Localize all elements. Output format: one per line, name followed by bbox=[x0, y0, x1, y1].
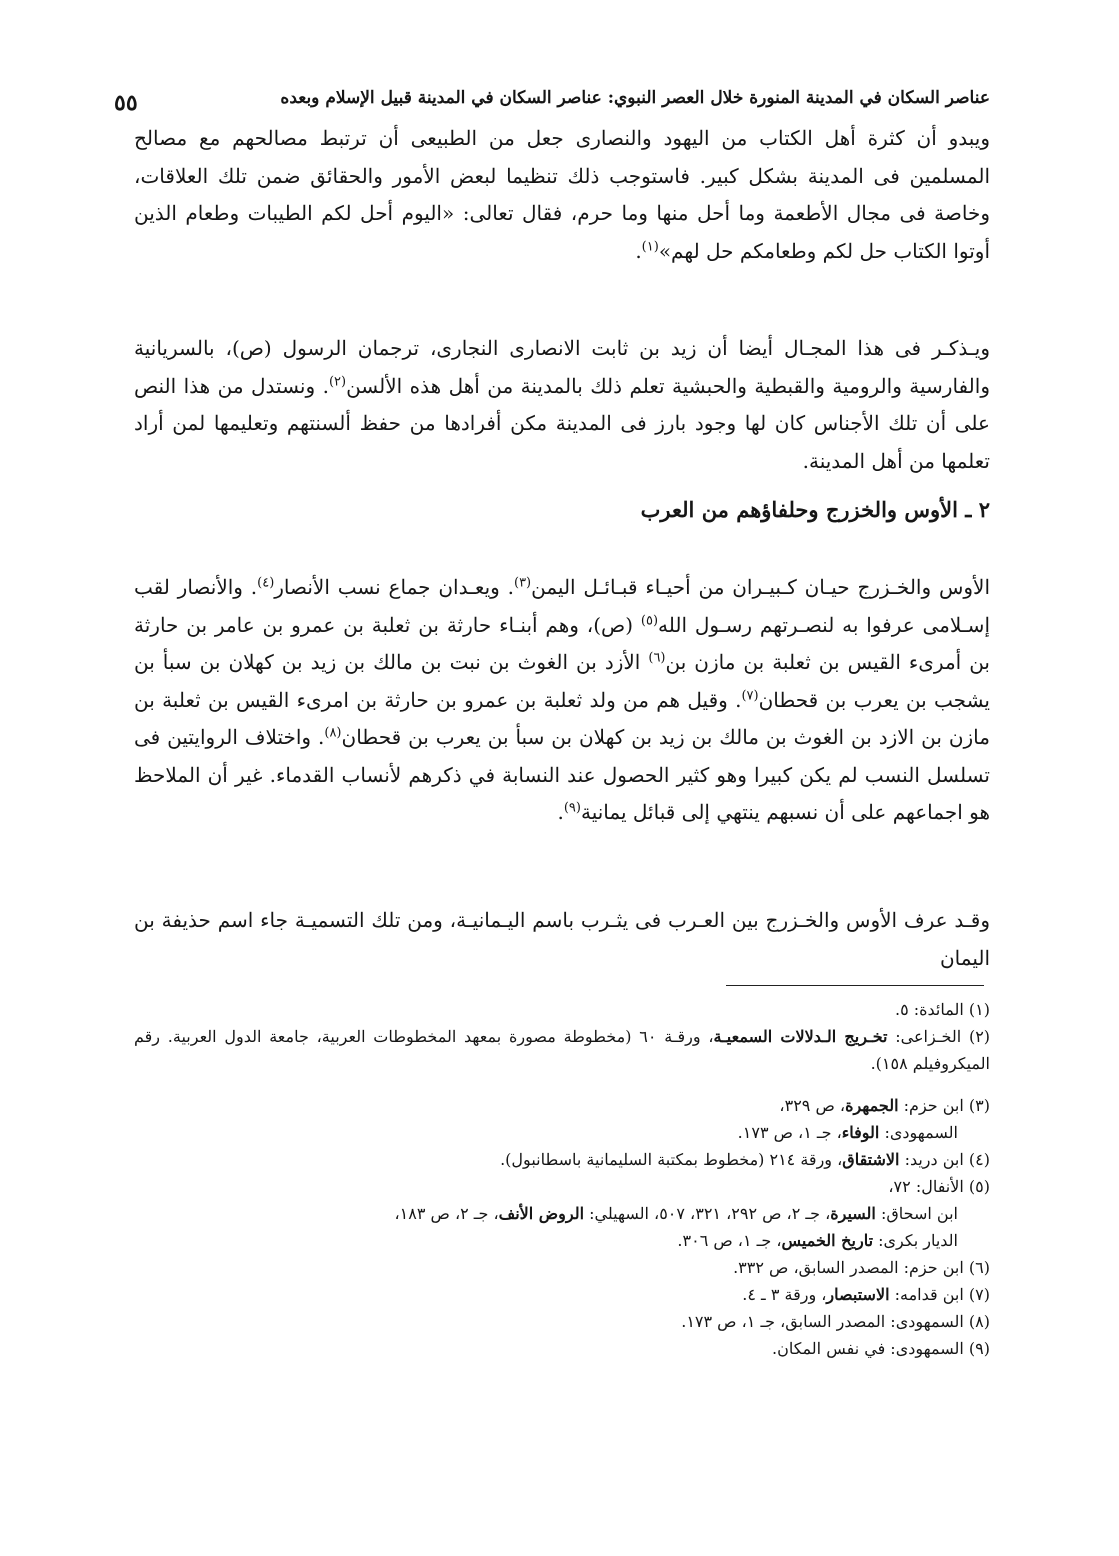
footnote-5c-title: تاريخ الخميس bbox=[781, 1231, 874, 1250]
footnote-2-rest: ، ورقـة ٦٠ (مخطوطة مصورة بمعهد المخطوطات العربية، جامعة الدول العربية. رقم الميكروفيلم ١٥٨). bbox=[134, 1027, 990, 1073]
footnote-2-prefix: (٢) الخـزاعى: bbox=[895, 1027, 991, 1046]
footnote-5b-rest: ، جـ ٢، ص ١٨٣، bbox=[394, 1204, 499, 1223]
footnote-ref-5: (٥) bbox=[640, 612, 659, 628]
footnote-3-rest: ، ص ٣٢٩، bbox=[779, 1096, 846, 1115]
footnote-5c-prefix: الديار بكرى: bbox=[878, 1231, 958, 1250]
paragraph-3-text-c: . والأنصار لقب إسـلامى عرفوا به لنصـرتهم رسـول الله bbox=[134, 575, 990, 637]
footnote-1: (١) المائدة: ٥. bbox=[894, 1000, 990, 1019]
footnote-4 bbox=[500, 1146, 990, 1173]
footnote-3-prefix: (٣) ابن حزم: bbox=[903, 1096, 990, 1115]
footnote-2-title: تخـريج الـدلالات السمعيـة bbox=[713, 1027, 888, 1046]
paragraph-3-text-a: الأوس والخـزرج حيـان كـبيـران من أحيـاء قبـائـل اليمن bbox=[531, 575, 990, 599]
footnote-4-rest: ، ورقة ٢١٤ (مخطوط بمكتبة السليمانية باسطانبول). bbox=[500, 1150, 843, 1169]
paragraph-2-text-b: . ونستدل من هذا النص على أن تلك الأجناس كان لها وجود بارز فى المدينة مكن أفرادها من حفظ ألسنتهم وتعليمها لمن أراد تعلمها من أهل المدينة. bbox=[134, 373, 990, 473]
paragraph-3 bbox=[134, 569, 990, 832]
footnote-ref-3: (٣) bbox=[513, 575, 532, 591]
footnote-5b-prefix: ابن اسحاق: bbox=[880, 1204, 958, 1223]
footnote-3-continuation bbox=[738, 1119, 958, 1146]
footnote-7-prefix: (٧) ابن قدامه: bbox=[894, 1285, 990, 1304]
footnote-5-continuation-2 bbox=[677, 1227, 958, 1254]
footnote-5b-title-2: الروض الأنف bbox=[498, 1204, 585, 1223]
footnote-ref-4: (٤) bbox=[257, 575, 275, 591]
footnote-ref-9: (٩) bbox=[563, 800, 581, 816]
footnote-9: (٩) السمهودى: في نفس المكان. bbox=[772, 1339, 990, 1358]
paragraph-3-text-f: . وقيل هم من ولد ثعلبة بن عمرو بن حارثة بن امرىء القيس بن ثعلبة بن مازن بن الازد بن الغوث بن مالك بن زيد بن كهلان بن سبأ بن يعرب بن قحطان bbox=[134, 687, 990, 749]
footnote-3b-prefix: السمهودى: bbox=[884, 1123, 958, 1142]
running-head: عناصر السكان في المدينة المنورة خلال العصر النبوي: عناصر السكان في المدينة قبيل الإسلام وبعده bbox=[280, 88, 990, 108]
footnote-2 bbox=[134, 1023, 990, 1077]
paragraph-2-text-a: ويـذكـر فى هذا المجـال أيضا أن زيد بن ثابت الانصارى النجارى، ترجمان الرسول (ص)، بالسريانية والفارسية والرومية والقبطية والحبشية تعلم ذلك بالمدينة من أهل هذه الألسن bbox=[134, 336, 990, 398]
footnote-5: (٥) الأنفال: ٧٢، bbox=[888, 1177, 990, 1196]
footnote-5c-rest: ، جـ ١، ص ٣٠٦. bbox=[677, 1231, 782, 1250]
footnote-3 bbox=[779, 1092, 990, 1119]
paragraph-3-text-d: (ص)، وهم أبنـاء حارثة بن ثعلبة بن عمرو بن عامر بن حارثة بن أمرىء القيس بن ثعلبة بن مازن بن bbox=[134, 612, 991, 674]
footnote-ref-7: (٧) bbox=[741, 687, 759, 703]
paragraph-1-text: ويبدو أن كثرة أهل الكتاب من اليهود والنصارى جعل من الطبيعى أن ترتبط مصالحهم مع مصالح المسلمين فى المدينة بشكل كبير. فاستوجب ذلك تنظيما لبعض الأمور والحقائق ضمن تلك العلاقات، وخاصة فى مجال الأطعمة وما أحل منها وما حرم، فقال تعالى: «اليوم أحل لكم الطيبات وطعام الذين أوتوا الكتاب حل لكم وطعامكم حل لهم» bbox=[134, 126, 990, 263]
paragraph-3-text-b: . ويعـدان جماع نسب الأنصار bbox=[274, 575, 514, 599]
footnote-4-title: الاشتقاق bbox=[842, 1150, 900, 1169]
footnote-4-prefix: (٤) ابن دريد: bbox=[904, 1150, 990, 1169]
footnote-6: (٦) ابن حزم: المصدر السابق، ص ٣٣٢. bbox=[733, 1258, 990, 1277]
footnote-separator bbox=[726, 985, 984, 986]
footnote-3b-title: الوفاء bbox=[841, 1123, 880, 1142]
paragraph-3-text-e: الأزد بن الغوث بن نبت بن مالك بن زيد بن كهلان بن سبأ بن يشجب بن يعرب بن قحطان bbox=[134, 650, 990, 712]
paragraph-1-end: . bbox=[635, 238, 642, 263]
footnote-3-title: الجمهرة bbox=[845, 1096, 899, 1115]
footnote-8: (٨) السمهودى: المصدر السابق، جـ ١، ص ١٧٣. bbox=[681, 1312, 990, 1331]
footnote-ref-8: (٨) bbox=[324, 725, 342, 741]
paragraph-4 bbox=[134, 902, 990, 977]
footnote-ref-1: (١) bbox=[641, 238, 659, 254]
page-number: ٥٥ bbox=[114, 90, 138, 116]
footnote-5b-mid: ، جـ ٢، ص ٢٩٢، ٣٢١، ٥٠٧، السهيلي: bbox=[589, 1204, 831, 1223]
footnote-5b-title: السيرة bbox=[830, 1204, 876, 1223]
paragraph-3-end: . bbox=[557, 800, 564, 824]
footnote-7 bbox=[742, 1281, 990, 1308]
paragraph-1 bbox=[134, 120, 990, 270]
footnote-ref-2: (٢) bbox=[328, 373, 347, 389]
footnote-ref-6: (٦) bbox=[648, 650, 666, 666]
footnote-3b-rest: ، جـ ١، ص ١٧٣. bbox=[737, 1123, 842, 1142]
paragraph-3-text-g: . واختلاف الروايتين فى تسلسل النسب لم يكن كبيرا وهو كثير الحصول عند النسابة في ذكرهم لأنساب القدماء. غير أن الملاحظ هو اجماعهم على أن نسبهم ينتهي إلى قبائل يمانية bbox=[134, 725, 990, 824]
footnote-5-continuation bbox=[394, 1200, 958, 1227]
section-heading: ٢ ـ الأوس والخزرج وحلفاؤهم من العرب bbox=[640, 497, 990, 522]
footnote-7-title: الاستبصار bbox=[826, 1285, 890, 1304]
paragraph-4-text: وقـد عرف الأوس والخـزرج بين العـرب فى يثـرب باسم اليـمانيـة، ومن تلك التسميـة جاء اسم حذيفة بن اليمان bbox=[134, 908, 990, 970]
paragraph-2 bbox=[134, 330, 990, 480]
footnote-7-rest: ، ورقة ٣ ـ ٤. bbox=[742, 1285, 827, 1304]
